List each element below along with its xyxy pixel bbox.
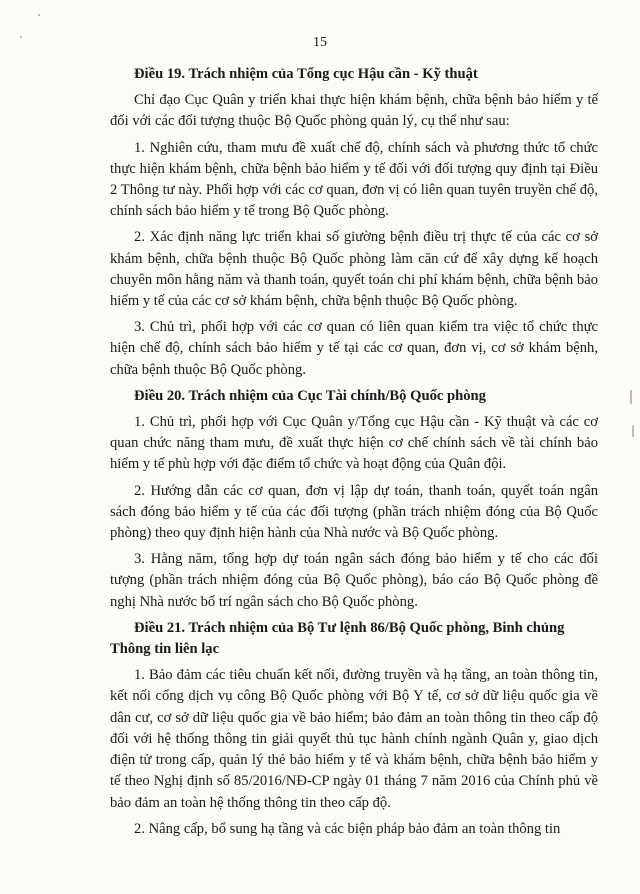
article-20-clause-1: 1. Chủ trì, phối hợp với Cục Quân y/Tổng cục Hậu cần - Kỹ thuật và các cơ quan chức năng tham mưu, đề xuất thực hiện cơ chế chính sách về tài chính bảo hiểm y tế phù hợp với đặc điểm tổ chức và hoạt động của Quân đội. — [110, 414, 598, 473]
article-19-clause-1: 1. Nghiên cứu, tham mưu đề xuất chế độ, chính sách và phương thức tổ chức thực hiện khám bệnh, chữa bệnh bảo hiểm y tế đối với đối tượng quy định tại Điều 2 Thông tư này. Phối hợp với các cơ quan, đơn vị có liên quan tuyên truyền chế độ, chính sách bảo hiểm y tế trong Bộ Quốc phòng. — [110, 139, 598, 220]
article-20-clause-3: 3. Hằng năm, tổng hợp dự toán ngân sách đóng bảo hiểm y tế cho các đối tượng (phần trách nhiệm đóng của Bộ Quốc phòng), báo cáo Bộ Quốc phòng đề nghị Nhà nước bố trí ngân sách cho Bộ Quốc phòng. — [110, 551, 598, 610]
article-19-clause-3: 3. Chủ trì, phối hợp với các cơ quan có liên quan kiểm tra việc tổ chức thực hiện chế độ, chính sách bảo hiểm y tế tại các cơ quan, đơn vị, cơ sở khám bệnh, chữa bệnh thuộc Bộ Quốc phòng. — [110, 319, 598, 378]
scan-edge-mark — [630, 390, 632, 404]
scan-speck — [38, 14, 40, 16]
page-number: 15 — [313, 35, 327, 50]
article-19-heading: Điều 19. Trách nhiệm của Tổng cục Hậu cần - Kỹ thuật — [134, 66, 478, 82]
article-21-heading: Điều 21. Trách nhiệm của Bộ Tư lệnh 86/Bộ Quốc phòng, Binh chủng Thông tin liên lạc — [110, 619, 565, 658]
scan-edge-mark — [632, 425, 634, 437]
article-21-clause-2: 2. Nâng cấp, bổ sung hạ tầng và các biện pháp bảo đảm an toàn thông tin — [134, 820, 561, 837]
article-19-intro: Chỉ đạo Cục Quân y triển khai thực hiện khám bệnh, chữa bệnh bảo hiểm y tế đối với các đối tượng thuộc Bộ Quốc phòng quản lý, cụ thể như sau: — [110, 92, 598, 130]
article-20-heading: Điều 20. Trách nhiệm của Cục Tài chính/Bộ Quốc phòng — [134, 387, 486, 404]
document-body — [110, 64, 598, 845]
article-20-clause-2: 2. Hướng dẫn các cơ quan, đơn vị lập dự toán, thanh toán, quyết toán ngân sách đóng bảo hiểm y tế của các đối tượng (phần trách nhiệm đóng của Bộ Quốc phòng) theo quy định hiện hành của Nhà nước và Bộ Quốc phòng. — [110, 482, 598, 542]
article-19-clause-2: 2. Xác định năng lực triển khai số giường bệnh điều trị thực tế của các cơ sở khám bệnh, chữa bệnh thuộc Bộ Quốc phòng làm căn cứ để xây dựng kế hoạch chuyên môn hằng năm và thanh toán, quyết toán chi phí khám bệnh, chữa bệnh bảo hiểm y tế của các cơ sở khám bệnh, chữa bệnh thuộc Bộ Quốc phòng. — [110, 229, 598, 310]
article-21-clause-1: 1. Bảo đảm các tiêu chuẩn kết nối, đường truyền và hạ tầng, an toàn thông tin, kết nối cổng dịch vụ công Bộ Quốc phòng với Bộ Y tế, cơ sở dữ liệu quốc gia về dân cư, cơ sở dữ liệu quốc gia về bảo hiểm; bảo đảm an toàn thông tin theo cấp độ đối với hệ thống thông tin giải quyết thủ tục hành chính ngành Quân y, giao dịch điện tử trong cấp, quản lý thẻ bảo hiểm y tế và khám bệnh, chữa bệnh bảo hiểm y tế theo Nghị định số 85/2016/NĐ-CP ngày 01 tháng 7 năm 2016 của Chính phủ về bảo đảm an toàn hệ thống thông tin theo cấp độ. — [110, 667, 598, 811]
